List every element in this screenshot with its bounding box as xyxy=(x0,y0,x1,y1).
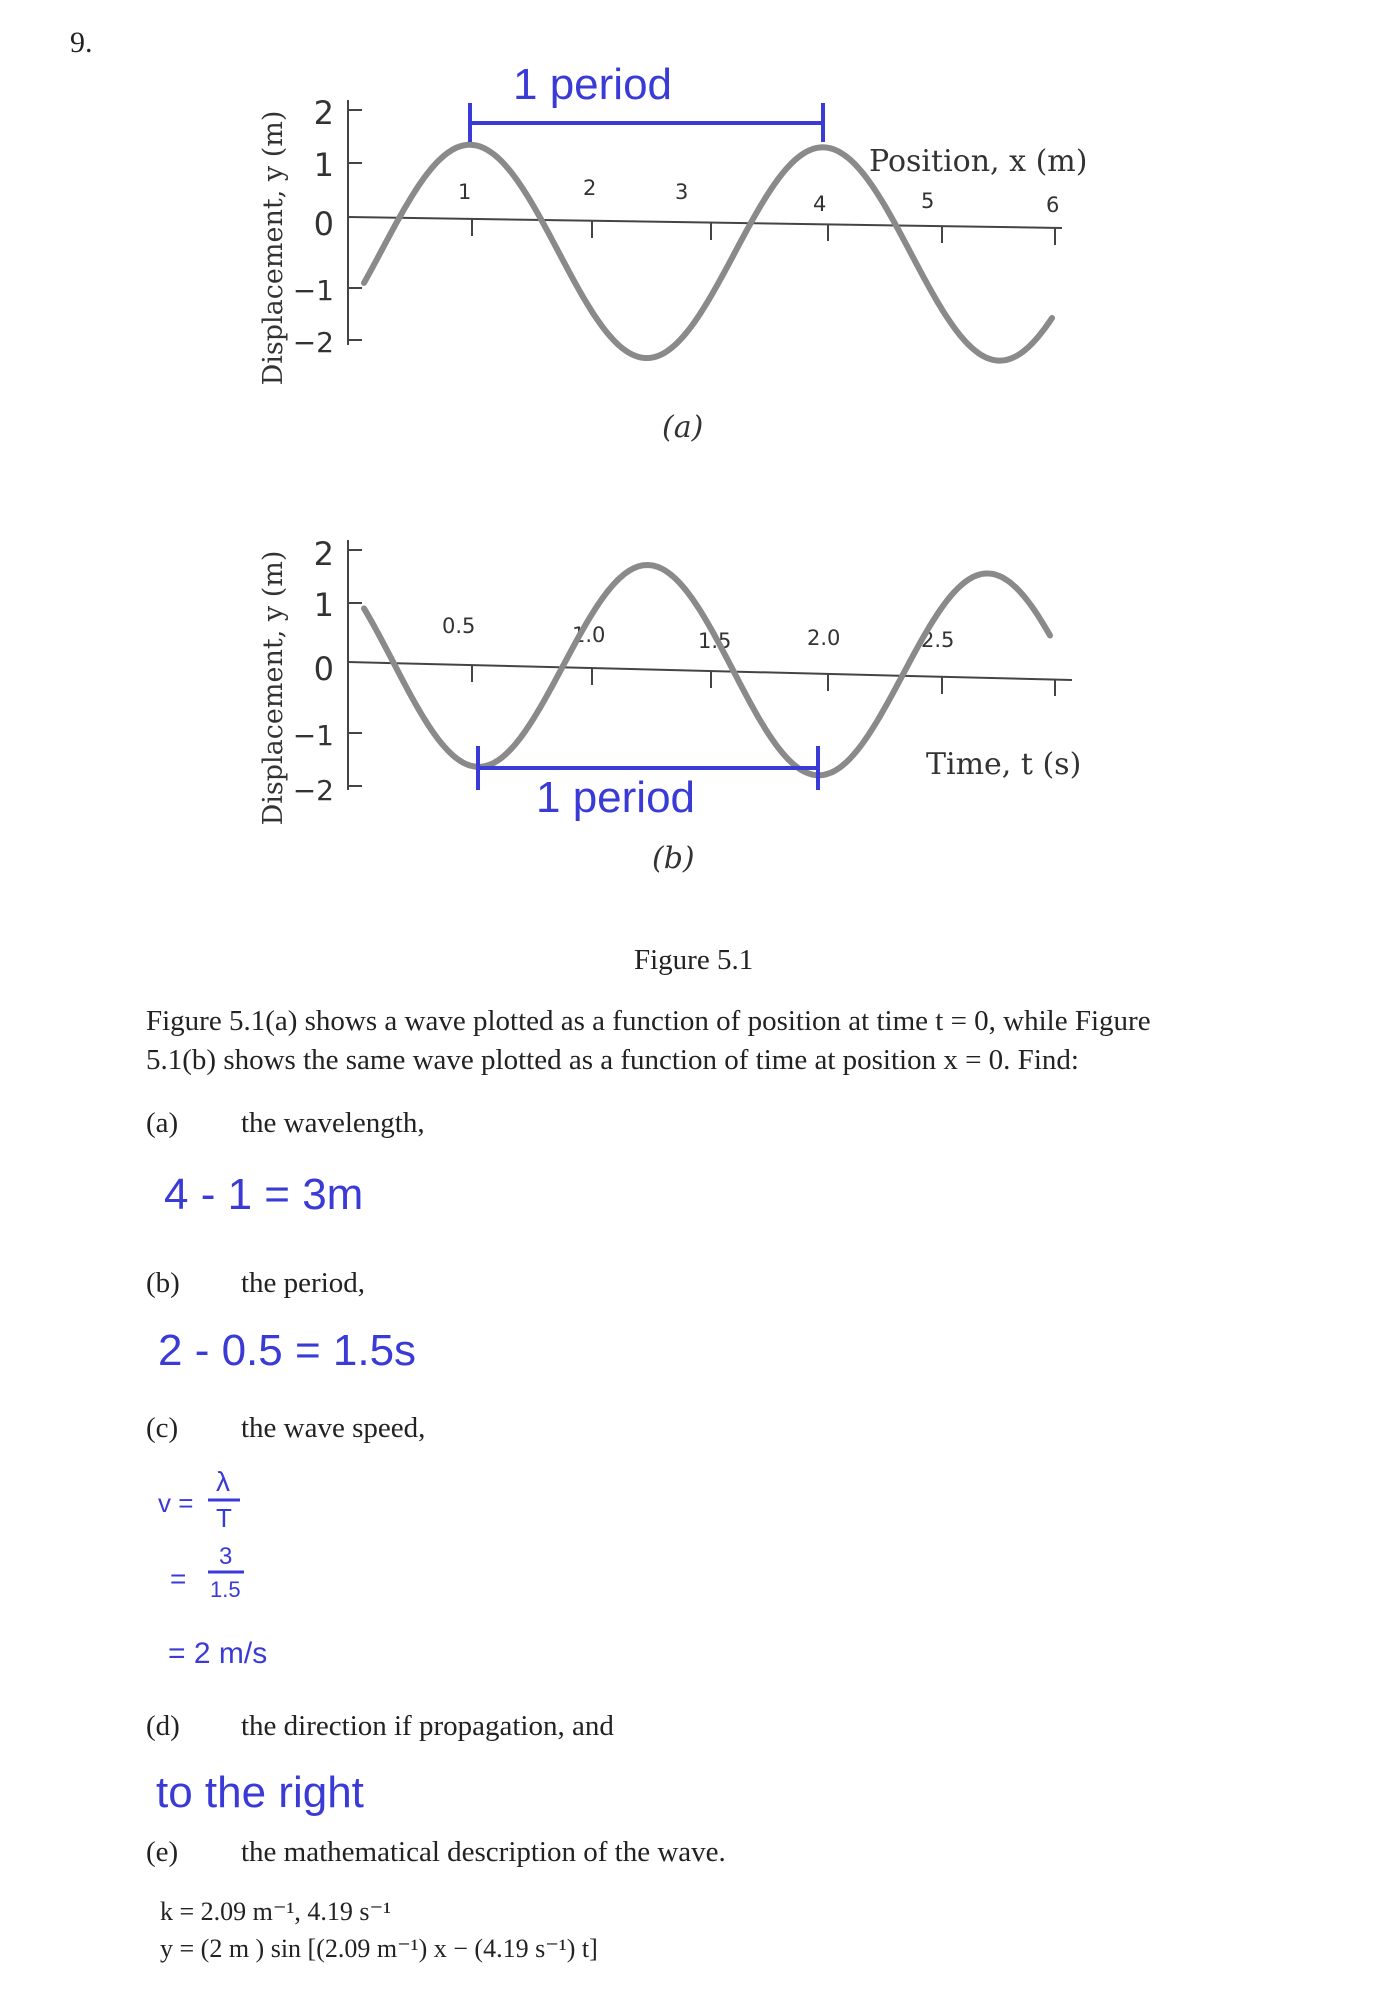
ytick-a-m1: −1 xyxy=(292,274,334,307)
xlabel-a: Position, x (m) xyxy=(869,144,1088,179)
xtick-b-10: 1.0 xyxy=(572,623,606,647)
ylabel-b: Displacement, y (m) xyxy=(258,550,289,826)
xtick-a-1: 1 xyxy=(458,180,472,204)
ytick-a-m2: −2 xyxy=(292,326,334,359)
part-d-text: the direction if propagation, and xyxy=(241,1710,614,1742)
description-line-2: 5.1(b) shows the same wave plotted as a function of time at position x = 0. Find: xyxy=(146,1044,1079,1076)
speed-num: 3 xyxy=(219,1543,233,1570)
part-d-answer: to the right xyxy=(156,1768,364,1817)
final-line-2: y = (2 m ) sin [(2.09 m⁻¹) x − (4.19 s⁻¹) t] xyxy=(160,1934,598,1963)
speed-T: T xyxy=(216,1503,232,1533)
ytick-a-1: 1 xyxy=(313,146,334,184)
period-label-b: 1 period xyxy=(536,773,696,822)
xtick-b-20: 2.0 xyxy=(807,626,841,650)
part-a-text: the wavelength, xyxy=(241,1107,425,1139)
xtick-b-25: 2.5 xyxy=(921,628,955,652)
speed-den: 1.5 xyxy=(210,1577,241,1602)
ytick-b-m1: −1 xyxy=(292,719,334,752)
part-b-answer: 2 - 0.5 = 1.5s xyxy=(158,1326,417,1375)
caption-a: (a) xyxy=(662,410,704,445)
period-label-a: 1 period xyxy=(513,60,673,109)
xtick-a-6: 6 xyxy=(1046,193,1060,217)
xtick-b-05: 0.5 xyxy=(442,614,476,638)
speed-result: = 2 m/s xyxy=(168,1637,268,1670)
speed-lambda: λ xyxy=(216,1466,230,1497)
part-a-answer: 4 - 1 = 3m xyxy=(164,1170,364,1219)
xtick-b-15: 1.5 xyxy=(698,629,732,653)
final-line-1: k = 2.09 m⁻¹, 4.19 s⁻¹ xyxy=(160,1897,392,1926)
caption-b: (b) xyxy=(652,841,695,876)
problem-number: 9. xyxy=(70,26,93,59)
xtick-a-2: 2 xyxy=(583,176,597,200)
part-c-text: the wave speed, xyxy=(241,1412,426,1444)
ytick-b-2: 2 xyxy=(313,535,334,573)
ytick-b-0: 0 xyxy=(313,650,334,688)
ytick-a-2: 2 xyxy=(313,94,334,132)
speed-v-eq: v = xyxy=(158,1488,194,1518)
part-d-label: (d) xyxy=(146,1710,180,1742)
ytick-a-0: 0 xyxy=(313,205,334,243)
xtick-a-3: 3 xyxy=(675,180,689,204)
part-a-label: (a) xyxy=(146,1107,179,1139)
ytick-b-m2: −2 xyxy=(292,774,334,807)
figure-title: Figure 5.1 xyxy=(634,944,754,976)
part-e-label: (e) xyxy=(146,1836,179,1868)
description-line-1: Figure 5.1(a) shows a wave plotted as a function of position at time t = 0, while Figure xyxy=(146,1005,1151,1037)
part-e-text: the mathematical description of the wave. xyxy=(241,1836,726,1868)
xlabel-b: Time, t (s) xyxy=(926,747,1082,782)
xtick-a-5: 5 xyxy=(921,189,935,213)
ylabel-a: Displacement, y (m) xyxy=(258,110,289,386)
part-b-text: the period, xyxy=(241,1267,366,1299)
part-b-label: (b) xyxy=(146,1267,180,1299)
part-c-label: (c) xyxy=(146,1412,179,1444)
speed-eq2: = xyxy=(170,1563,187,1594)
xtick-a-4: 4 xyxy=(813,192,827,216)
ytick-b-1: 1 xyxy=(313,586,334,624)
